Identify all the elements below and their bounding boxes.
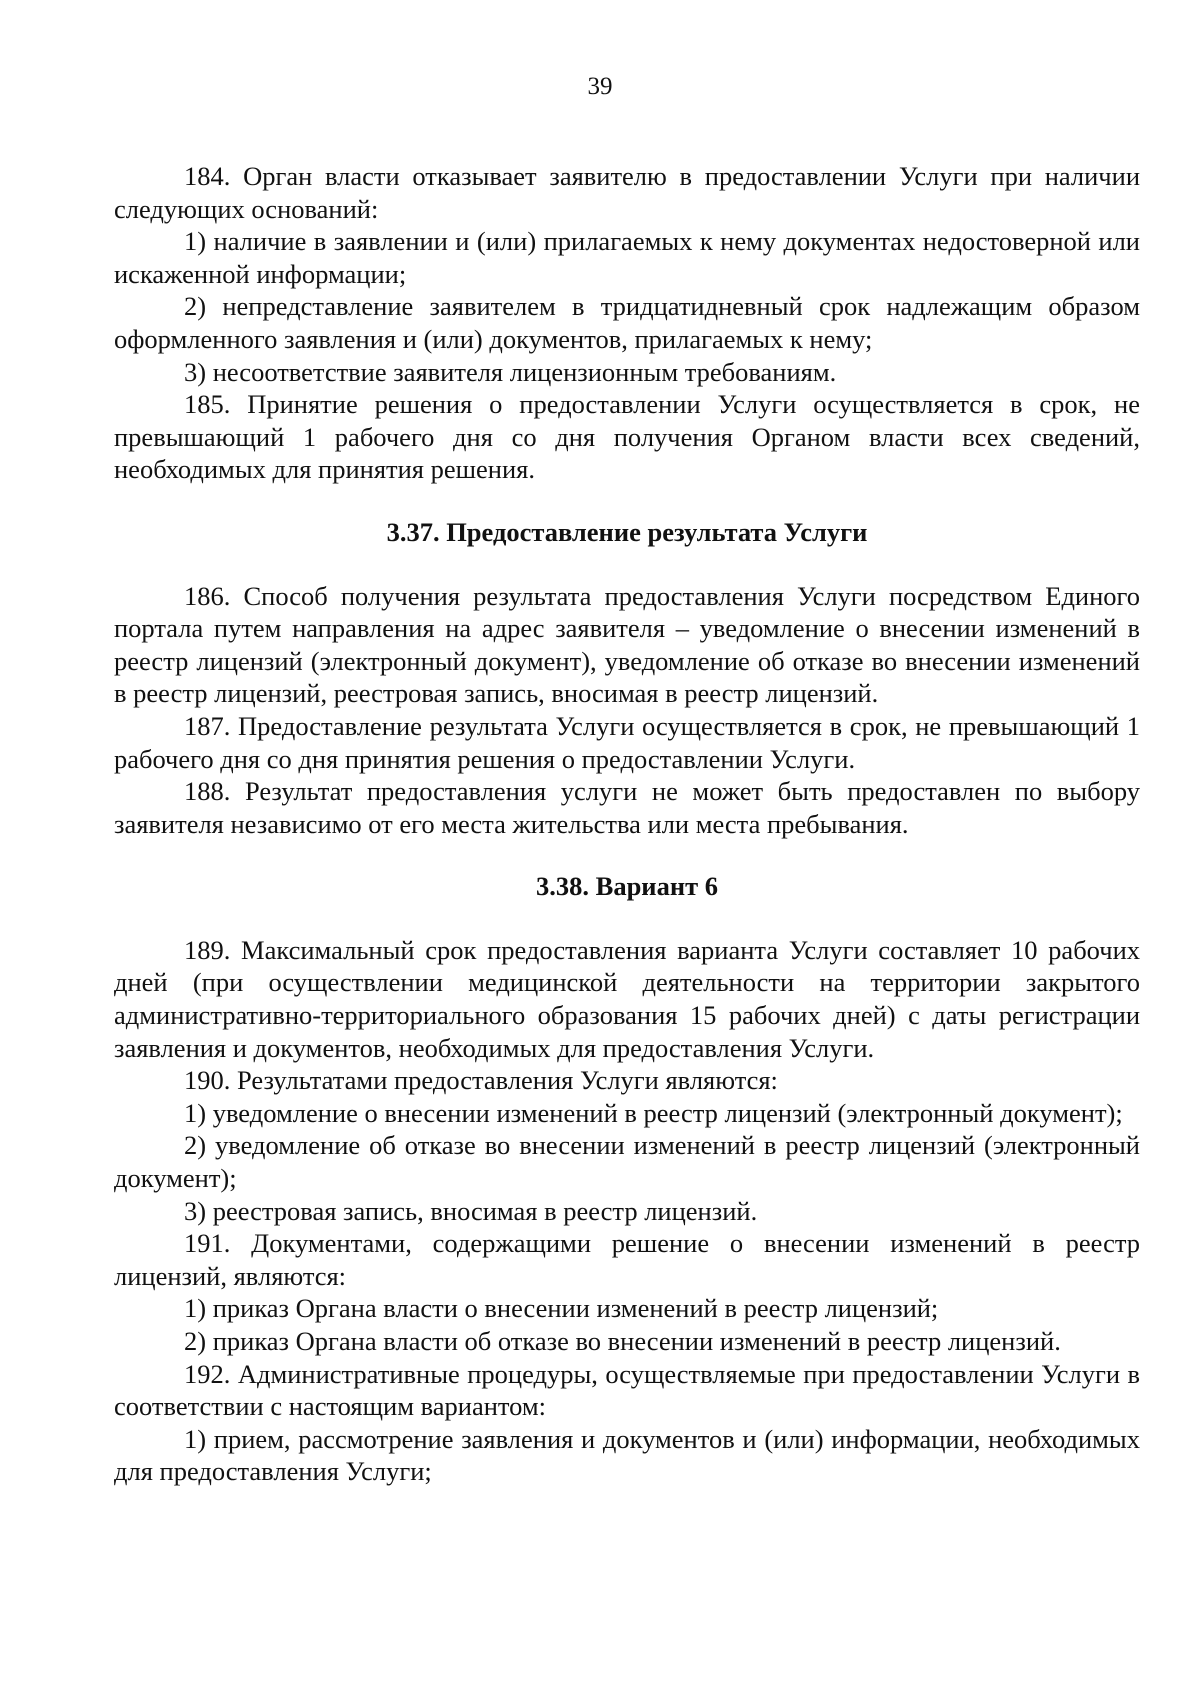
page-number: 39 [587,73,613,100]
paragraph-184-item-1: 1) наличие в заявлении и (или) прилагаемых к нему документах недостоверной или искаженной информации; [114,226,1140,289]
paragraph-188: 188. Результат предоставления услуги не может быть предоставлен по выбору заявителя независимо от его места жительства или места пребывания. [114,776,1140,839]
paragraph-190-item-2: 2) уведомление об отказе во внесении изменений в реестр лицензий (электронный документ); [114,1130,1140,1194]
paragraph-190: 190. Результатами предоставления Услуги являются: [184,1065,778,1096]
paragraph-187: 187. Предоставление результата Услуги осуществляется в срок, не превышающий 1 рабочего дня со дня принятия решения о предоставлении Услуги. [114,710,1140,774]
paragraph-189: 189. Максимальный срок предоставления варианта Услуги составляет 10 рабочих дней (при осуществлении медицинской деятельности на территории закрытого административно-территориального образования 15 рабочих дней) с даты регистрации заявления и документов, необходимых для предоставления Услуги. [114,934,1140,1063]
paragraph-192-item-1: 1) прием, рассмотрение заявления и документов и (или) информации, необходимых для предоставления Услуги; [114,1423,1140,1487]
paragraph-184-item-2: 2) непредставление заявителем в тридцатидневный срок надлежащим образом оформленного заявления и (или) документов, прилагаемых к нему; [114,291,1140,354]
paragraph-191: 191. Документами, содержащими решение о внесении изменений в реестр лицензий, являются: [114,1228,1140,1291]
paragraph-186: 186. Способ получения результата предоставления Услуги посредством Единого портала путем направления на адрес заявителя – уведомление о внесении изменений в реестр лицензий (электронный документ), уведомление об отказе во внесении изменений в реестр лицензий, реестровая запись, вносимая в реестр лицензий. [114,580,1140,709]
paragraph-184-item-3: 3) несоответствие заявителя лицензионным требованиям. [184,356,837,387]
paragraph-191-item-1: 1) приказ Органа власти о внесении изменений в реестр лицензий; [184,1293,939,1324]
paragraph-190-item-1: 1) уведомление о внесении изменений в реестр лицензий (электронный документ); [184,1097,1123,1128]
paragraph-191-item-2: 2) приказ Органа власти об отказе во внесении изменений в реестр лицензий. [184,1326,1061,1356]
paragraph-185: 185. Принятие решения о предоставлении Услуги осуществляется в срок, не превышающий 1 рабочего дня со дня получения Органом власти всех сведений, необходимых для принятия решения. [114,389,1140,485]
section-heading-3-38: 3.38. Вариант 6 [536,871,718,902]
paragraph-184: 184. Орган власти отказывает заявителю в предоставлении Услуги при наличии следующих оснований: [114,161,1140,224]
document-body [114,160,1140,1488]
section-heading-3-37: 3.37. Предоставление результата Услуги [386,516,868,547]
paragraph-192: 192. Административные процедуры, осуществляемые при предоставлении Услуги в соответствии с настоящим вариантом: [114,1358,1140,1422]
paragraph-190-item-3: 3) реестровая запись, вносимая в реестр лицензий. [184,1195,758,1226]
